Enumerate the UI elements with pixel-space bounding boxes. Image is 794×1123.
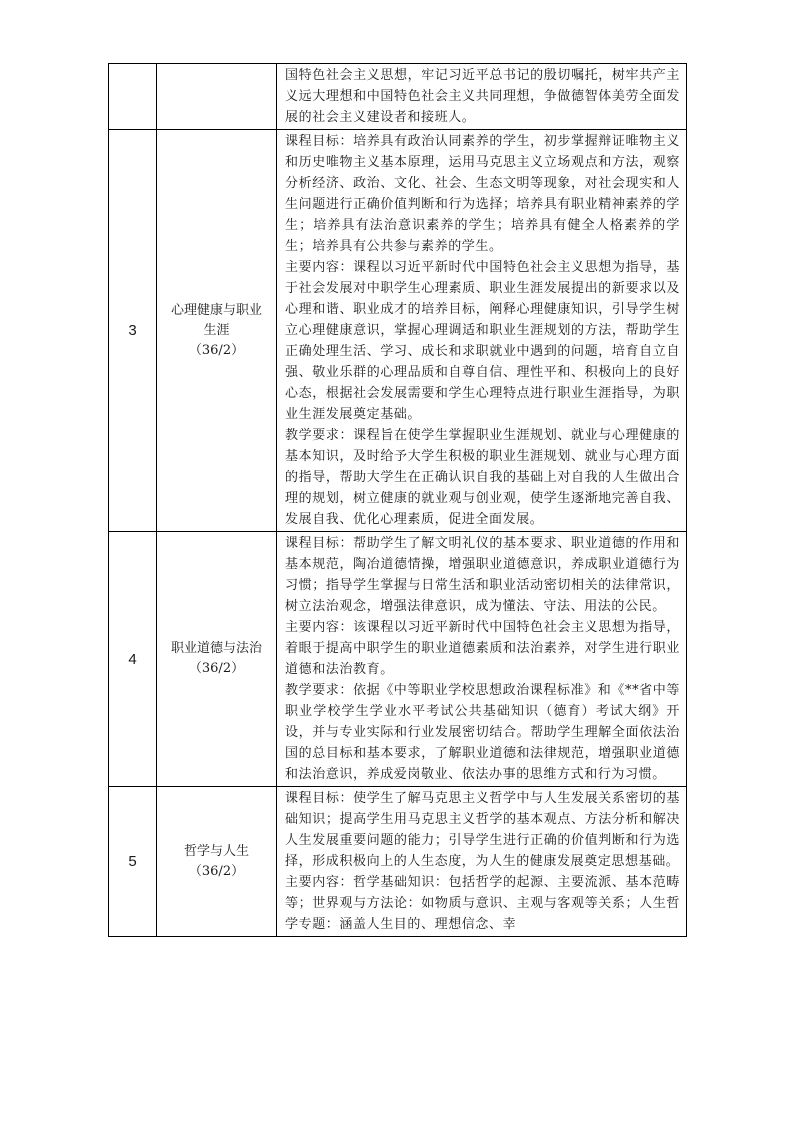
course-name-cell (157, 787, 277, 937)
course-content (277, 787, 687, 937)
table-row (109, 64, 687, 130)
course-content (277, 532, 687, 787)
teaching-requirements: 教学要求：课程旨在使学生掌握职业生涯规划、就业与心理健康的基本知识，及时给予大学生积极的职业生涯规划、就业与心理方面的指导，帮助大学生在正确认识自我的基础上对自我的人生做出合理的规划，树立健康的就业观与创业观，使学生逐渐地完善自我、发展自我、优化心理素质，促进全面发展。 (285, 428, 680, 527)
course-objective: 课程目标：培养具有政治认同素养的学生，初步掌握辩证唯物主义和历史唯物主义基本原理，运用马克思主义立场观点和方法，观察分析经济、政治、文化、社会、生态文明等现象，对社会现实和人生问题进行正确价值判断和行为选择；培养具有职业精神素养的学生；培养具有法治意识素养的学生；培养具有健全人格素养的学生；培养具有公共参与素养的学生。 (285, 134, 680, 254)
course-name: 职业道德与法治 (170, 641, 262, 656)
course-objective: 课程目标：帮助学生了解文明礼仪的基本要求、职业道德的作用和基本规范，陶冶道德情操，增强职业道德意识，养成职业道德行为习惯；指导学生掌握与日常生活和职业活动密切相关的法律常识，树立法治观念，增强法律意识，成为懂法、守法、用法的公民。 (285, 536, 680, 614)
course-name-cell (157, 532, 277, 787)
course-content (277, 130, 687, 532)
course-name: 哲学与人生 (183, 843, 249, 859)
course-name: 心理健康与职业生涯 (170, 302, 262, 338)
course-number: 4 (109, 532, 157, 787)
course-name-cell (157, 64, 277, 130)
teaching-requirements: 教学要求：依据《中等职业学校思想政治课程标准》和《**省中等职业学校学生学业水平考试公共基础知识（德育）考试大纲》开设，并与专业实际和行业发展密切结合。帮助学生理解全面依法治国的总目标和基本要求，了解职业道德和法律规范，增强职业道德和法治意识，养成爱岗敬业、依法办事的思维方式和行为习惯。 (285, 683, 681, 782)
table-row (109, 532, 687, 787)
course-main-content: 主要内容：哲学基础知识：包括哲学的起源、主要流派、基本范畴等；世界观与方法论：如物质与意识、主观与客观等关系；人生哲学专题：涵盖人生目的、理想信念、幸 (285, 875, 680, 932)
table-row (109, 787, 687, 937)
course-hours: （36/2） (188, 863, 245, 879)
course-name-cell (157, 130, 277, 532)
content-paragraph: 国特色社会主义思想，牢记习近平总书记的殷切嘱托，树牢共产主义远大理想和中国特色社会主义共同理想，争做德智体美劳全面发展的社会主义建设者和接班人。 (285, 68, 680, 125)
course-number: 3 (109, 130, 157, 532)
course-number (109, 64, 157, 130)
course-content (277, 64, 687, 130)
course-objective: 课程目标：使学生了解马克思主义哲学中与人生发展关系密切的基础知识；提高学生用马克思主义哲学的基本观点、方法分析和解决人生发展重要问题的能力；引导学生进行正确的价值判断和行为选择，形成积极向上的人生态度，为人生的健康发展奠定思想基础。 (285, 791, 680, 869)
course-hours: （36/2） (188, 661, 245, 676)
course-main-content: 主要内容：课程以习近平新时代中国特色社会主义思想为指导，基于社会发展对中职学生心理素质、职业生涯发展提出的新要求以及心理和谐、职业成才的培养目标，阐释心理健康知识，引导学生树立心理健康意识，掌握心理调适和职业生涯规划的方法，帮助学生正确处理生活、学习、成长和求职就业中遇到的问题，培育自立自强、敬业乐群的心理品质和自尊自信、理性平和、积极向上的良好心态，根据社会发展需要和学生心理特点进行职业生涯指导，为职业生涯发展奠定基础。 (285, 260, 680, 422)
table-row (109, 130, 687, 532)
course-table (108, 63, 687, 937)
course-hours: （36/2） (188, 342, 245, 358)
course-main-content: 主要内容：该课程以习近平新时代中国特色社会主义思想为指导，着眼于提高中职学生的职业道德素质和法治素养，对学生进行职业道德和法治教育。 (285, 620, 680, 677)
course-number: 5 (109, 787, 157, 937)
